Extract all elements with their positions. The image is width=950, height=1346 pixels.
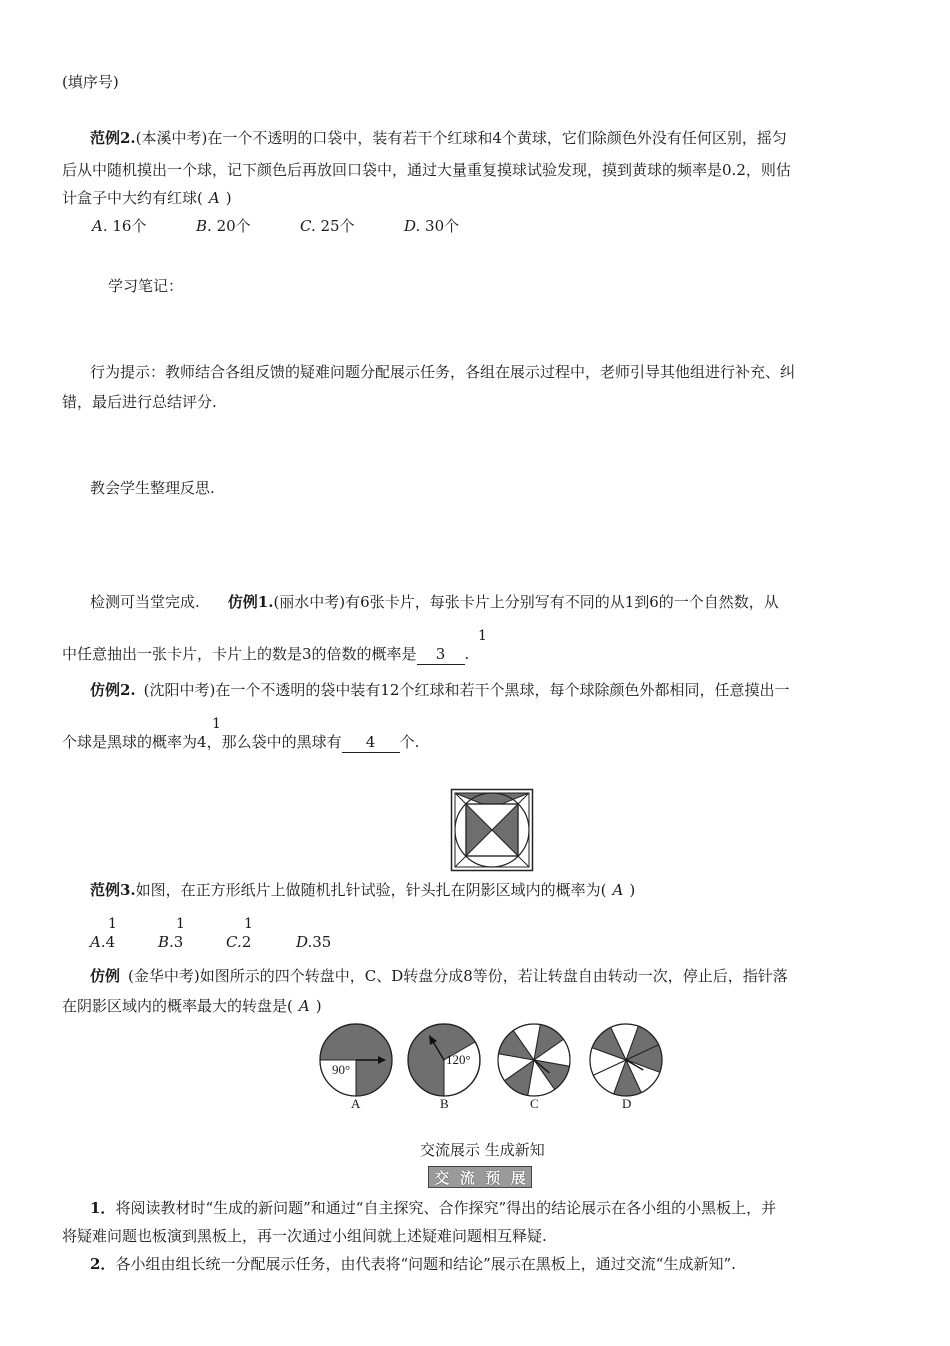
example2-options [92,216,459,236]
wheel-a [320,1024,392,1096]
imitate3-line2: 在阴影区域内的概率最大的转盘是( A ) [62,997,322,1015]
item-1-line2: 将疑难问题也板演到黑板上，再一次通过小组间就上述疑难问题相互释疑. [62,1227,547,1245]
item-2-line1: 2．各小组由组长统一分配展示任务，由代表将“问题和结论”展示在黑板上，通过交流“生成新知”. [90,1255,736,1273]
example2-label: 范例2. [90,129,136,147]
behavior-hint-line2: 错，最后进行总结评分. [62,393,217,411]
imitate1-answer-numerator: 1 [478,628,487,644]
fill-index-note: (填序号) [62,73,119,91]
option-b: B.3 [158,933,184,951]
wheel-c [498,1024,570,1096]
item-1-line1: 1．将阅读教材时“生成的新问题”和通过“自主探究、合作探究”得出的结论展示在各小组的小黑板上，并 [90,1199,777,1217]
imitate2-fraction-numerator: 1 [212,716,221,732]
imitate1-line1: 检测可当堂完成. 仿例1.(丽水中考)有6张卡片，每张卡片上分别写有不同的从1到6的一个自然数，从 [90,593,779,611]
imitate2-line1: 仿例2. (沈阳中考)在一个不透明的袋中装有12个红球和若干个黑球，每个球除颜色外都相同，任意摸出一 [90,681,790,699]
example2-line3: 计盒子中大约有红球( A ) [62,189,232,207]
imitate1-line2: 中任意抽出一张卡片，卡片上的数是3的倍数的概率是 3 . [62,645,470,663]
study-notes-label: 学习笔记： [108,277,184,295]
option-b: B. 20个 [196,217,251,235]
wheel-a-label: A [351,1096,361,1111]
wheel-b-label: B [440,1096,449,1111]
imitate3-label: 仿例 [90,967,121,985]
section-title: 交流展示 生成新知 [420,1141,545,1159]
reflect-note: 教会学生整理反思. [90,479,215,497]
imitate3-answer: A [298,997,310,1015]
example2-line2: 后从中随机摸出一个球，记下颜色后再放回口袋中，通过大量重复摸球试验发现，摸到黄球的频率是0.2，则估 [62,161,791,179]
spinner-wheels-figure [316,1020,668,1114]
imitate2-line2: 个球是黑球的概率为4，那么袋中的黑球有 4 个. [62,733,420,751]
example3-answer: A [612,881,624,899]
imitate3-line1: 仿例 (金华中考)如图所示的四个转盘中，C、D转盘分成8等份，若让转盘自由转动一次，停止后，指针落 [90,967,788,985]
imitate1-answer-blank: 3 [417,644,465,665]
example3-label: 范例3. [90,881,136,899]
example2-answer: A [208,189,220,207]
exchange-preview-stamp: 交 流 预 展 [428,1166,532,1188]
option-d: D.35 [296,933,332,951]
imitate2-fraction-denominator: 4 [197,733,207,751]
example2-line1: 范例2.(本溪中考)在一个不透明的口袋中，装有若干个红球和4个黄球，它们除颜色外没有任何区别，摇匀 [90,129,787,147]
square-target-figure [450,788,534,872]
wheel-d-label: D [622,1096,632,1111]
imitate1-label: 仿例1. [227,593,274,611]
imitate2-answer-blank: 4 [342,732,400,753]
imitate2-label: 仿例2. [90,681,136,699]
option-a: A.4 [90,933,116,951]
option-d: D. 30个 [404,217,460,235]
option-c: C.2 [226,933,252,951]
behavior-hint-line1: 行为提示：教师结合各组反馈的疑难问题分配展示任务，各组在展示过程中，老师引导其他组进行补充、纠 [90,363,796,381]
wheel-d [590,1024,662,1096]
option-c: C. 25个 [300,217,355,235]
wheel-a-angle-label: 90° [332,1062,351,1077]
example3-line1: 范例3.如图，在正方形纸片上做随机扎针试验，针头扎在阴影区域内的概率为( A ) [90,881,636,899]
wheel-b-angle-label: 120° [446,1052,471,1067]
option-a: A. 16个 [92,217,147,235]
wheel-c-label: C [530,1096,539,1111]
